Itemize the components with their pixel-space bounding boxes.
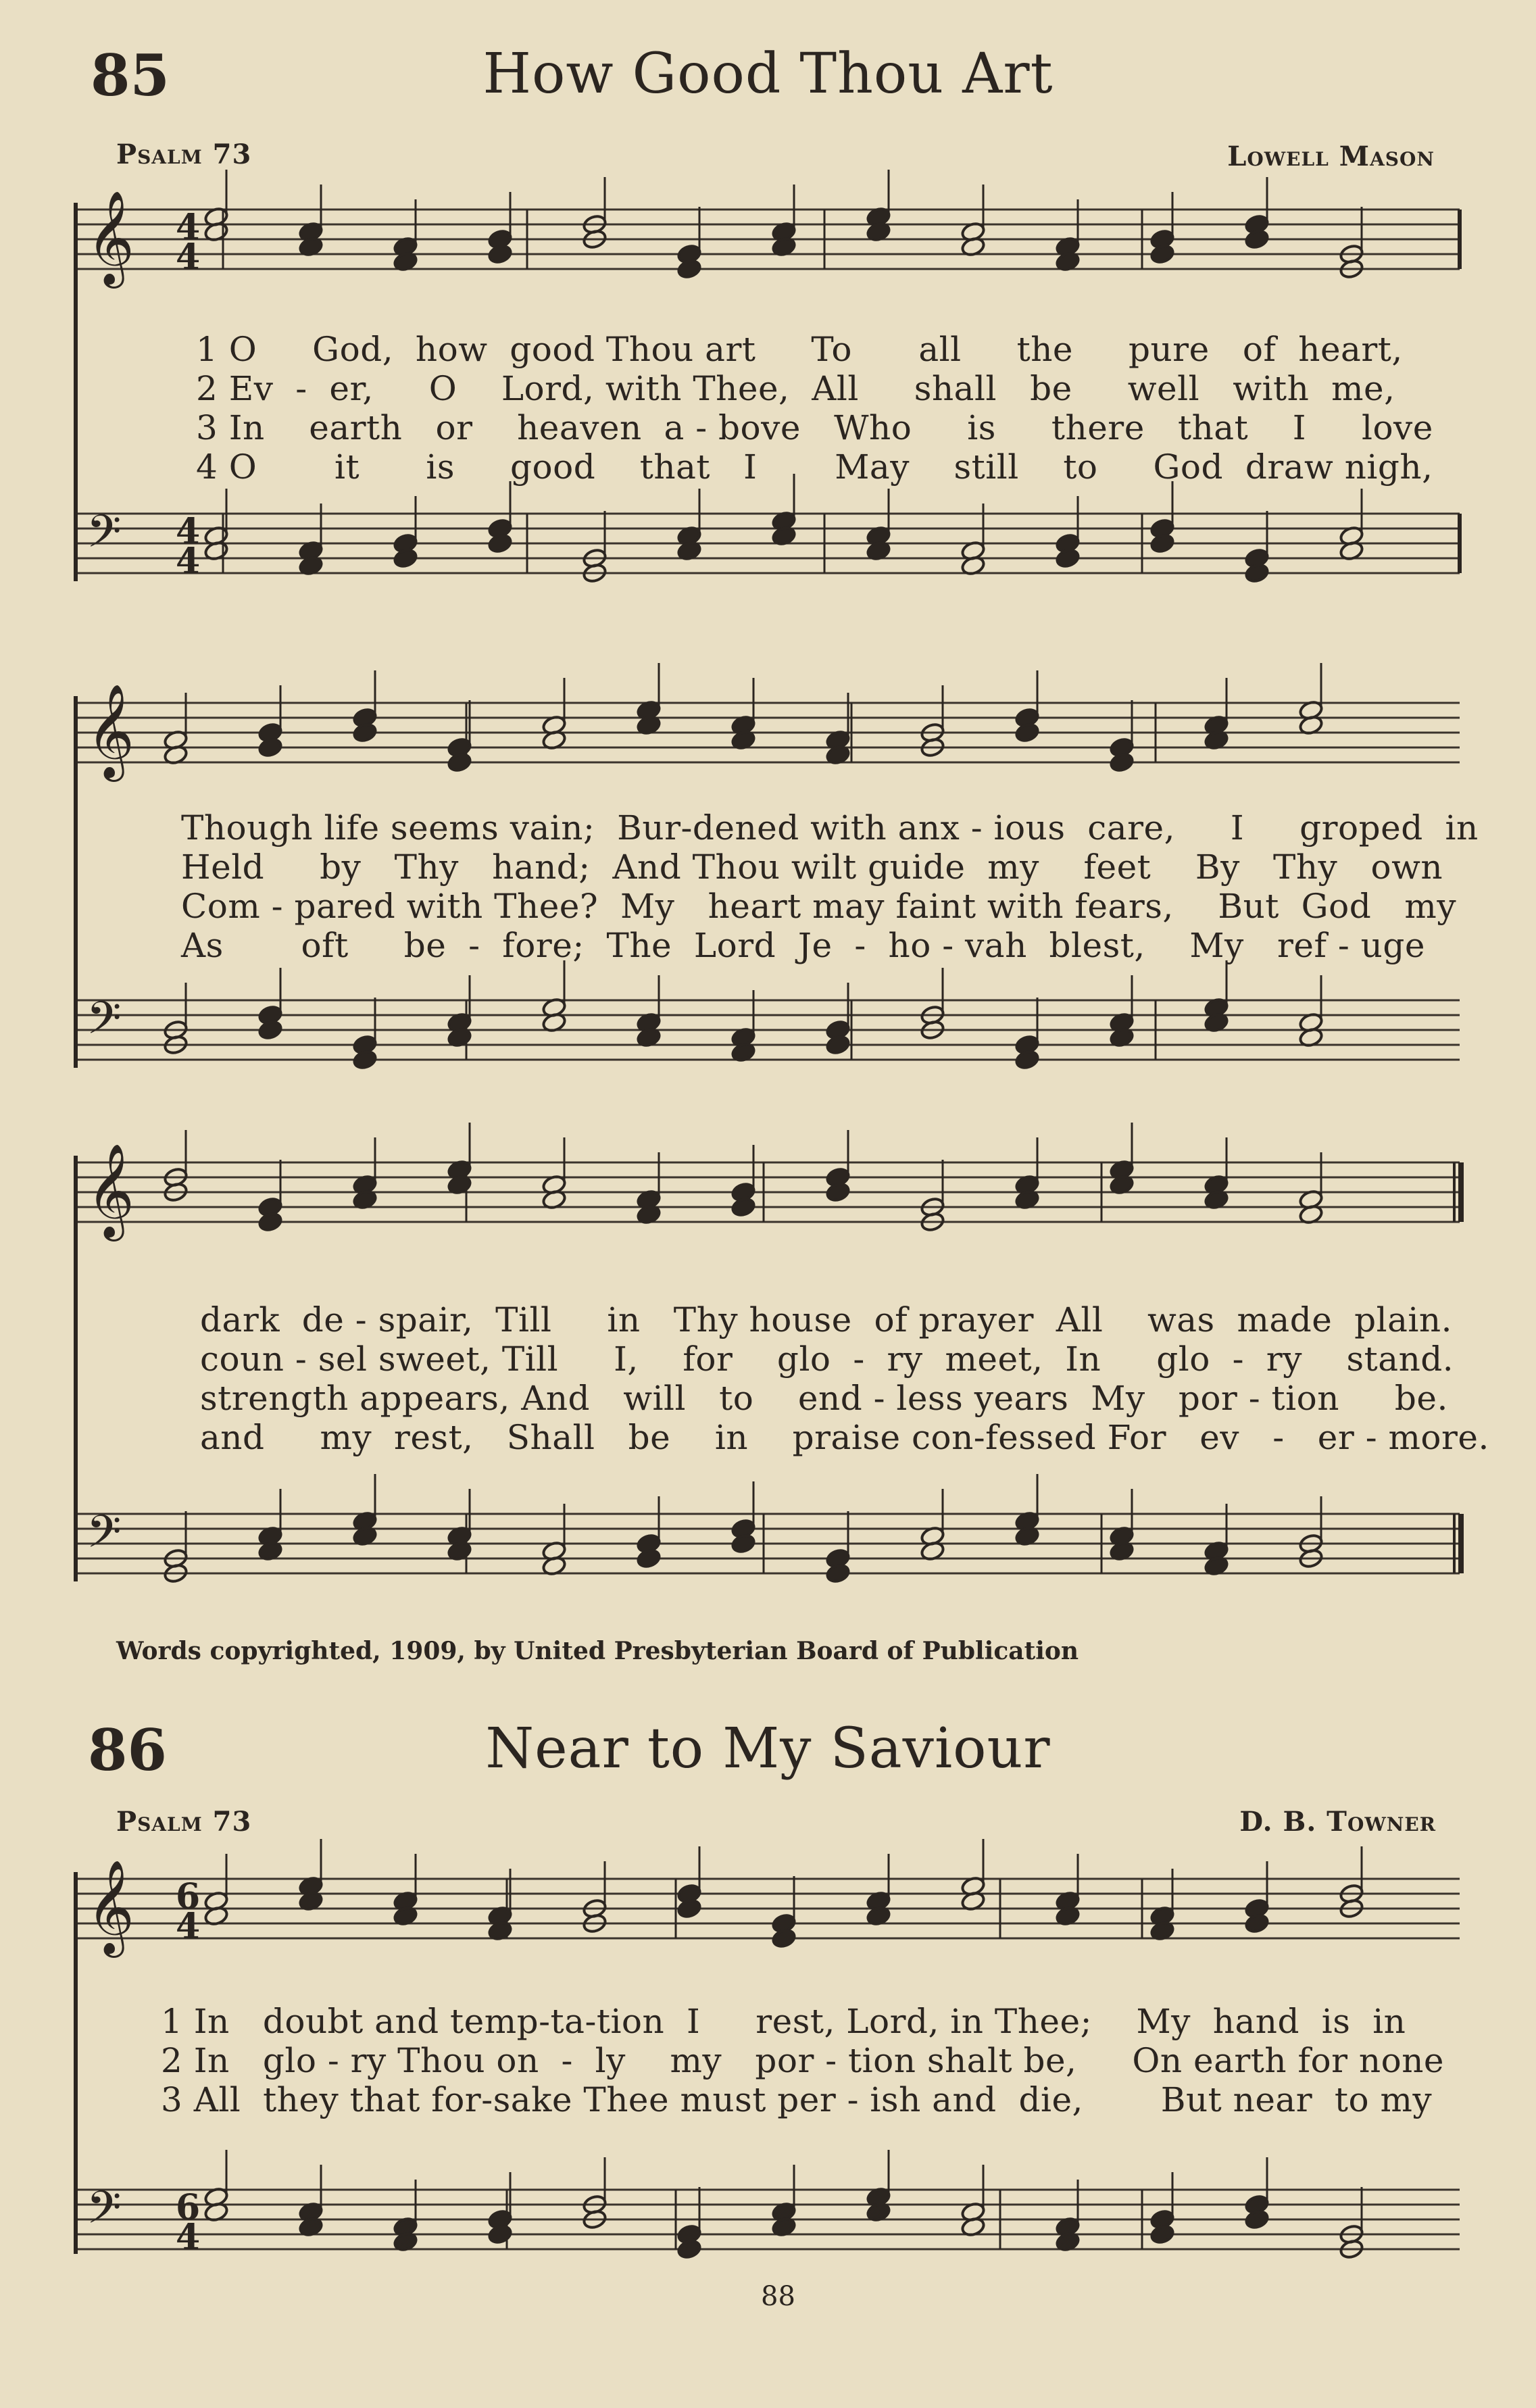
hymn85-sys3-bass — [74, 1506, 1460, 1573]
svg-text:6: 6 — [176, 2187, 201, 2228]
svg-text:4: 4 — [176, 237, 201, 278]
svg-text:4: 4 — [176, 207, 201, 248]
svg-text:4: 4 — [176, 541, 201, 582]
svg-text:4: 4 — [176, 2217, 201, 2258]
lyric-line: and my rest, Shall be in praise con-fessed For ev - er - more. — [200, 1418, 1489, 1457]
hymn-86-source: Psalm 73 — [116, 1806, 252, 1838]
lyric-line: Held by Thy hand; And Thou wilt guide my feet By Thy own — [181, 847, 1443, 887]
lyric-line: Though life seems vain; Bur-dened with anx - ious care, I groped in — [181, 808, 1479, 847]
lyric-line: 3 In earth or heaven a - bove Who is there that I love — [196, 408, 1433, 447]
svg-text:𝄞: 𝄞 — [86, 191, 134, 285]
hymn85-sys3-lyrics — [200, 1300, 1489, 1457]
hymn85-sys3-treble — [74, 1144, 1460, 1242]
page-number: 88 — [761, 2281, 795, 2312]
hymn-86-number: 86 — [88, 1717, 167, 1784]
lyric-line: dark de - spair, Till in Thy house of prayer All was made plain. — [200, 1300, 1453, 1340]
hymn85-sys1-lyrics — [196, 330, 1433, 487]
hymn85-sys2-lyrics — [181, 808, 1479, 965]
svg-text:𝄢: 𝄢 — [86, 1506, 122, 1569]
lyric-line: 2 In glo - ry Thou on - ly my por - tion shalt be, On earth for none — [161, 2041, 1444, 2080]
svg-text:𝄞: 𝄞 — [86, 1860, 134, 1954]
svg-text:4: 4 — [176, 511, 201, 552]
svg-text:4: 4 — [176, 1906, 201, 1947]
hymn-86-title: Near to My Saviour — [485, 1717, 1051, 1781]
svg-text:𝄞: 𝄞 — [86, 684, 134, 778]
lyric-line: 1 In doubt and temp-ta-tion I rest, Lord, in Thee; My hand is in — [161, 2002, 1406, 2041]
svg-text:𝄞: 𝄞 — [86, 1144, 134, 1237]
lyric-line: coun - sel sweet, Till I, for glo - ry meet, In glo - ry stand. — [200, 1340, 1454, 1379]
svg-text:𝄢: 𝄢 — [86, 2182, 122, 2244]
hymn-85-title: How Good Thou Art — [482, 42, 1054, 106]
lyric-line: As oft be - fore; The Lord Je - ho - vah blest, My ref - uge — [181, 926, 1425, 965]
lyric-line: 2 Ev - er, O Lord, with Thee, All shall be well with me, — [196, 369, 1395, 408]
lyric-line: 3 All they that for-sake Thee must per - ish and die, But near to my — [161, 2080, 1433, 2119]
hymn-85-source: Psalm 73 — [116, 139, 252, 170]
hymn86-sys1-lyrics — [161, 2002, 1444, 2119]
lyric-line: strength appears, And will to end - less years My por - tion be. — [200, 1379, 1448, 1418]
lyric-line: Com - pared with Thee? My heart may faint with fears, But God my — [181, 887, 1457, 926]
hymn-85-composer: Lowell Mason — [1227, 141, 1435, 172]
hymn-86-composer: D. B. Towner — [1239, 1806, 1436, 1838]
hymn85-sys2-bass — [74, 992, 1460, 1060]
hymn85-sys2-treble — [74, 684, 1460, 782]
svg-text:𝄢: 𝄢 — [86, 506, 122, 568]
svg-text:6: 6 — [176, 1876, 201, 1917]
hymn-85-number: 85 — [91, 42, 170, 109]
lyric-line: 4 O it is good that I May still to God draw nigh, — [196, 447, 1433, 487]
svg-text:𝄢: 𝄢 — [86, 992, 122, 1055]
lyric-line: 1 O God, how good Thou art To all the pure of heart, — [196, 330, 1403, 369]
hymn-85-copyright: Words copyrighted, 1909, by United Presbyterian Board of Publication — [116, 1637, 1079, 1665]
